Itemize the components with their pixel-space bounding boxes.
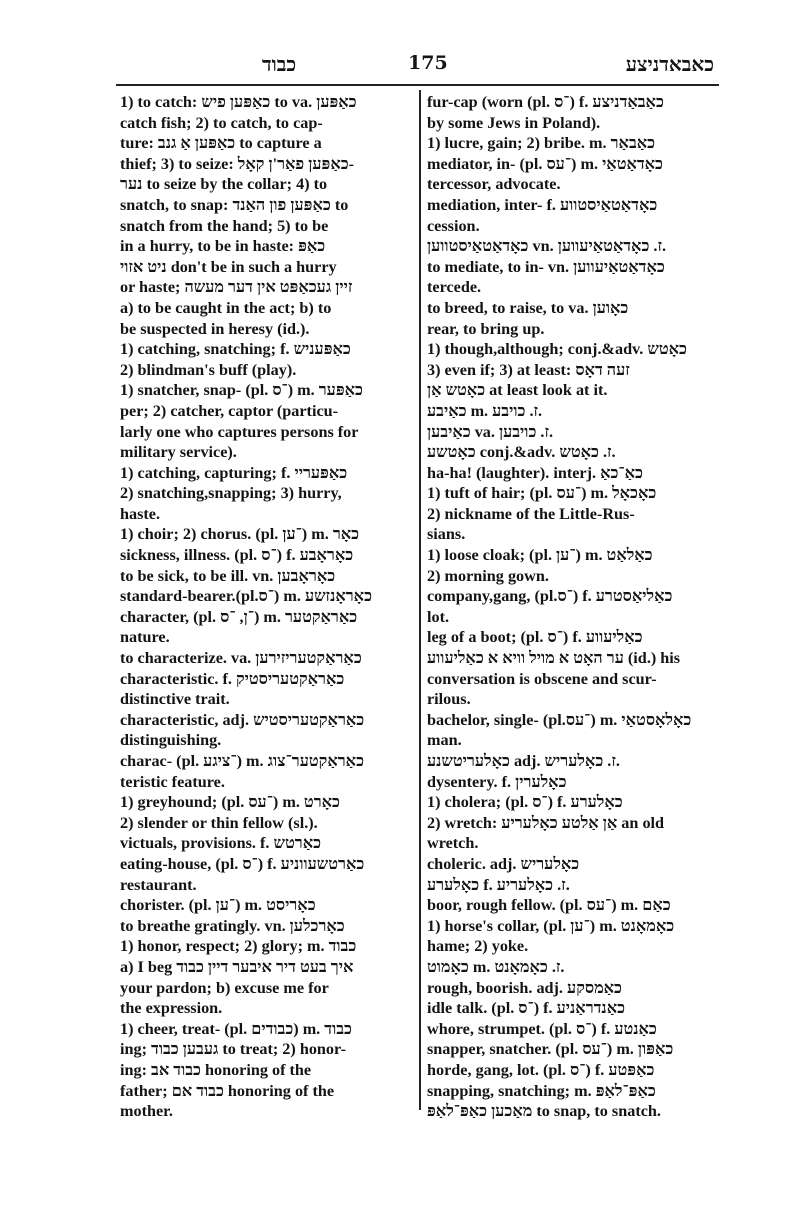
dictionary-line: idle talk. (pl. ־ס) f. כאַנדראַניע [427,999,625,1018]
dictionary-line: to be sick, to be ill. vn. כאָראָבען [120,566,336,585]
dictionary-line: sickness, illness. (pl. ־ס) f. כאָראָבע [120,546,354,565]
dictionary-line: 2) blindman's buff (play). [120,360,297,379]
dictionary-line: snatch, to snap: כאַפּען פון האַנד to [120,195,349,214]
dictionary-line: standard-bearer.(pl.־ס) m. כאָראָנזשע [120,587,372,606]
header-right-word: כאבאדניצע [625,52,714,76]
dictionary-line: be suspected in heresy (id.). [120,319,310,338]
dictionary-line: mother. [120,1102,173,1121]
dictionary-line: character, (pl. ־ן, ־ס) m. כאַראַקטער [120,607,358,626]
dictionary-line: lot. [427,607,450,626]
dictionary-line: 1) loose cloak; (pl. ־ען) m. כאַלאַט [427,546,653,565]
dictionary-line: כאָדאַטאַיסטווען vn. ז. כאָדאַטאַיעווען. [427,237,667,256]
dictionary-line: your pardon; b) excuse me for [120,978,329,997]
dictionary-line: 1) choir; 2) chorus. (pl. ־ען) m. כאָר [120,525,360,544]
dictionary-line: to mediate, to in- vn. כאָדאַטאַיעווען [427,257,665,276]
dictionary-line: ing; געבען כבוד to treat; 2) honor- [120,1040,346,1059]
dictionary-line: כאָטשע conj.&adv. ז. כאָטש. [427,443,616,462]
dictionary-line: rear, to bring up. [427,319,545,338]
dictionary-line: mediator, in- (pl. ־עס) m. כאָדאַטאַי [427,154,663,173]
dictionary-line: leg of a boot; (pl. ־ס) f. כאַליעווע [427,628,643,647]
dictionary-line: choleric. adj. כאָלעריש [427,854,580,873]
dictionary-line: characteristic, adj. כאַראַקטעריסטיש [120,710,365,729]
dictionary-line: to breathe gratingly. vn. כאָרכלען [120,916,345,935]
dictionary-line: per; 2) catcher, captor (particu- [120,401,339,420]
dictionary-line: fur-cap (worn (pl. ־ס) f. כאַבאַדניצע [427,93,664,111]
dictionary-line: 1) catching, snatching; f. כאַפּעניש [120,340,351,359]
dictionary-line: כאַיבע m. ז. כויבע. [427,401,543,420]
page-header [112,52,722,80]
dictionary-line: a) I beg איך בעט דיר איבער דיין כבוד [120,957,354,976]
dictionary-line: כאָטש אַן at least look at it. [427,381,608,400]
dictionary-line: ניט אזוי don't be in such a hurry [120,257,337,276]
dictionary-line: rough, boorish. adj. כאַמסקע [427,978,622,997]
dictionary-line: eating-house, (pl. ־ס) f. כאַרטשעווניע [120,854,365,873]
dictionary-line: 1) greyhound; (pl. ־עס) m. כאָרט [120,793,340,812]
dictionary-line: 1) honor, respect; 2) glory; m. כבוד [120,937,357,956]
dictionary-line: a) to be caught in the act; b) to [120,298,332,317]
header-left-word: כבוד [262,52,297,76]
dictionary-line: 2) snatching,snapping; 3) hurry, [120,484,342,503]
dictionary-line: boor, rough fellow. (pl. ־עס) m. כאַם [427,896,671,915]
dictionary-line: dysentery. f. כאָלערין [427,772,567,791]
dictionary-line: catch fish; 2) to catch, to cap- [120,113,323,132]
dictionary-line: military service). [120,443,237,462]
dictionary-line: or haste; זיין געכאַפּט אין דער מעשה [120,278,353,297]
dictionary-line: 1) cheer, treat- (pl. כבודים) m. כבוד [120,1019,352,1038]
dictionary-line: כאָמוט m. ז. כאָמאָנט. [427,957,565,976]
dictionary-line: wretch. [427,834,479,853]
dictionary-line: 2) nickname of the Little-Rus- [427,504,635,523]
dictionary-line: victuals, provisions. f. כאַרטש [120,834,322,853]
page-number: 175 [408,52,448,74]
dictionary-line: in a hurry, to be in haste: כאַפּ [120,237,326,256]
dictionary-line: horde, gang, lot. (pl. ־ס) f. כאַפּטע [427,1060,655,1079]
dictionary-line: hame; 2) yoke. [427,937,529,956]
header-rule [116,84,719,86]
dictionary-line: ture: כאַפּען אַ גנב to capture a [120,134,322,153]
dictionary-line: 1) horse's collar, (pl. ־ען) m. כאָמאָנט [427,916,675,935]
dictionary-line: chorister. (pl. ־ען) m. כאָריסט [120,896,316,915]
dictionary-line: 1) cholera; (pl. ־ס) f. כאָלערע [427,793,623,812]
dictionary-line: cession. [427,216,480,235]
right-column [427,92,719,1121]
dictionary-line: nature. [120,628,170,647]
dictionary-line: ha-ha! (laughter). interj. כאַ־כאַ [427,463,643,482]
dictionary-line: charac- (pl. ־ציגע) m. כאַראַקטער־צוג [120,752,364,770]
dictionary-line: by some Jews in Poland). [427,113,601,132]
dictionary-line: whore, strumpet. (pl. ־ס) f. כאַנטע [427,1019,657,1038]
left-column [120,92,412,1121]
dictionary-line: to characterize. va. כאַראַקטעריזירען [120,649,362,668]
dictionary-line: restaurant. [120,875,197,894]
dictionary-line: 2) wretch: אַן אַלטע כאָלעריע an old [427,813,665,832]
dictionary-line: 1) lucre, gain; 2) bribe. m. כאַבאַר [427,134,656,153]
dictionary-line: sians. [427,525,466,544]
dictionary-line: כאָלערע f. ז. כאָלעריע. [427,875,570,894]
dictionary-line: distinguishing. [120,731,222,750]
dictionary-line: נער to seize by the collar; 4) to [120,175,328,194]
dictionary-line: 1) to catch: כאַפּען פיש to va. כאַפּען [120,93,357,111]
dictionary-line: snapper, snatcher. (pl. ־עס) m. כאַפּון [427,1040,674,1059]
dictionary-line: כאַיבען va. ז. כויבען. [427,422,554,441]
dictionary-line: teristic feature. [120,772,225,791]
dictionary-line: 1) catching, capturing; f. כאַפּעריי [120,463,348,482]
dictionary-line: the expression. [120,999,223,1018]
dictionary-line: 1) though,although; conj.&adv. כאָטש [427,340,687,359]
dictionary-line: father; כבוד אם honoring of the [120,1081,335,1100]
dictionary-line: conversation is obscene and scur- [427,669,657,688]
dictionary-line: snatch from the hand; 5) to be [120,216,329,235]
dictionary-line: bachelor, single- (pl.־עס) m. כאָלאָסטאַי [427,710,692,729]
dictionary-line: company,gang, (pl.־ס) f. כאַליאַסטרע [427,587,673,606]
column-divider [419,90,421,1110]
dictionary-line: mediation, inter- f. כאָדאַטאַיסטווע [427,195,658,214]
dictionary-line: 3) even if; 3) at least: זעה דאָס [427,360,630,379]
dictionary-line: thief; 3) to seize: כאַפּען פאַר'ן קאָל- [120,154,355,173]
dictionary-line: larly one who captures persons for [120,422,359,441]
dictionary-line: man. [427,731,462,750]
dictionary-line: 1) snatcher, snap- (pl. ־ס) m. כאַפּער [120,381,363,400]
dictionary-line: כאָלעריטשנע adj. ז. כאָלעריש. [427,752,620,770]
dictionary-line: to breed, to raise, to va. כאָוען [427,298,629,317]
dictionary-line: tercessor, advocate. [427,175,561,194]
dictionary-line: characteristic. f. כאַראַקטעריסטיק [120,669,345,688]
dictionary-line: distinctive trait. [120,690,230,709]
dictionary-line: 1) tuft of hair; (pl. ־עס) m. כאָכאָל [427,484,657,503]
dictionary-line: מאַכען כאַפּ־לאַפּ to snap, to snatch. [427,1102,661,1121]
dictionary-line: 2) slender or thin fellow (sl.). [120,813,318,832]
dictionary-line: 2) morning gown. [427,566,549,585]
dictionary-line: tercede. [427,278,482,297]
dictionary-line: ing: כבוד אב honoring of the [120,1060,312,1079]
dictionary-line: ער האָט א מויל וויא א כאַליעווע (id.) his [427,649,681,668]
dictionary-line: haste. [120,504,161,523]
dictionary-line: snapping, snatching; m. כאַפּ־לאַפּ [427,1081,656,1100]
dictionary-line: rilous. [427,690,471,709]
